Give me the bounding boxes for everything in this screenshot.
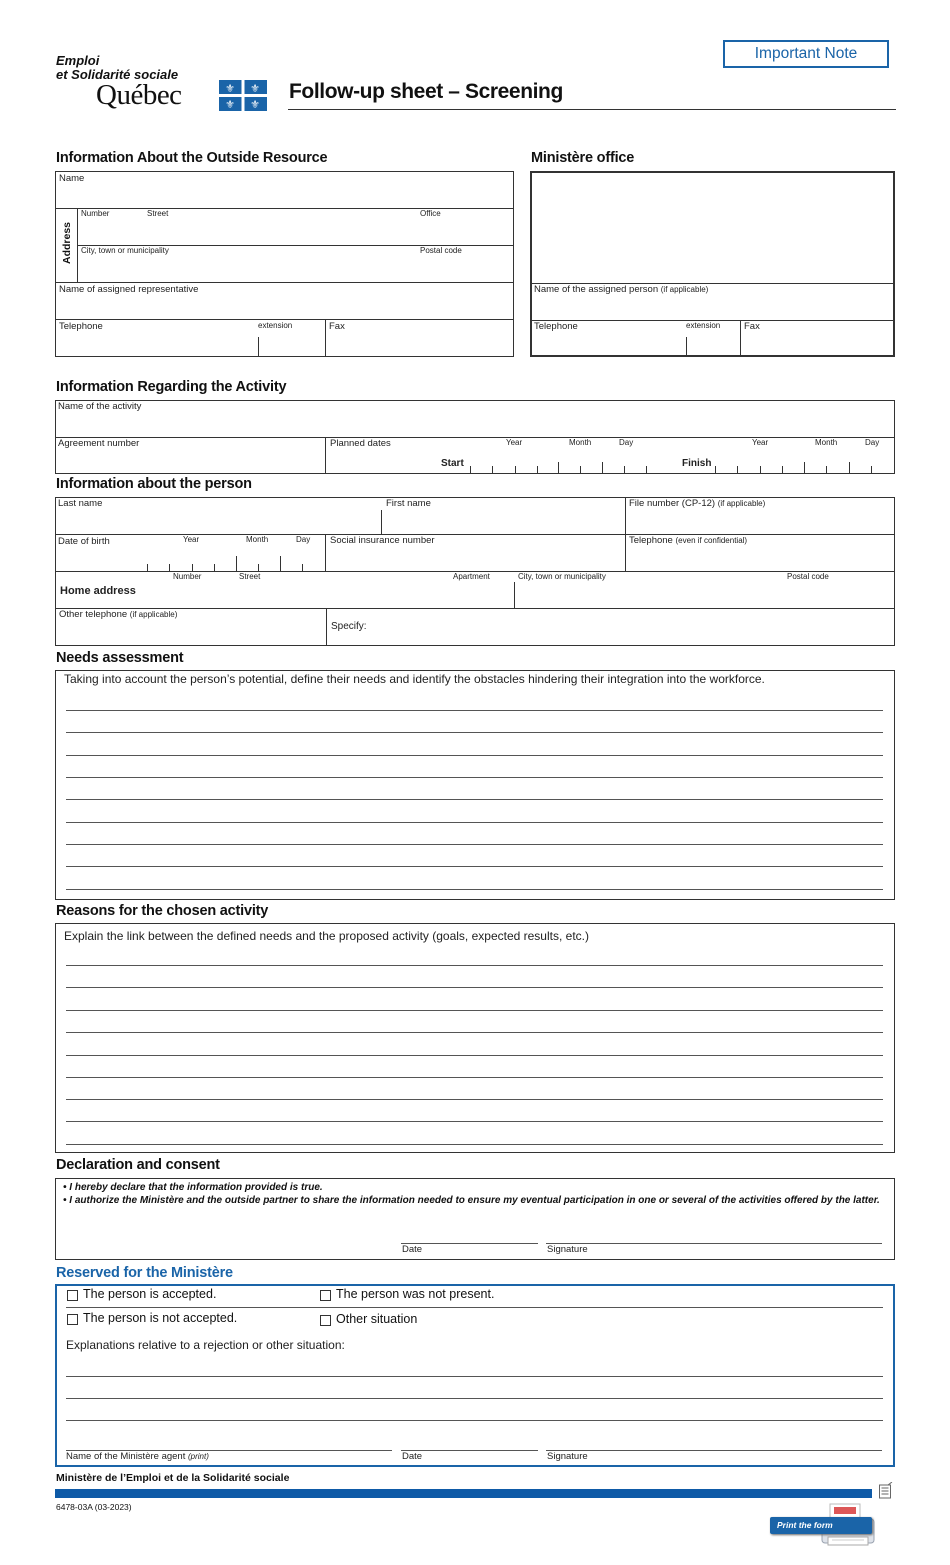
reserved-signature-line[interactable]	[546, 1450, 882, 1451]
dob-field[interactable]	[147, 552, 325, 572]
outside-number-label: Number	[81, 209, 110, 218]
outside-office-label: Office	[420, 209, 441, 218]
activity-heading: Information Regarding the Activity	[56, 379, 287, 395]
outside-telephone-label: Telephone	[59, 321, 103, 332]
declaration-date-label: Date	[402, 1244, 423, 1255]
agreement-number-label: Agreement number	[58, 438, 140, 449]
sin-label: Social insurance number	[330, 535, 435, 546]
file-number-label: File number (CP-12) (if applicable)	[629, 498, 766, 509]
declaration-line-1: • I hereby declare that the information provided is true.	[63, 1182, 323, 1193]
finish-year-label: Year	[752, 438, 769, 447]
print-form-button[interactable]	[770, 1503, 880, 1549]
other-situation-label: Other situation	[336, 1312, 418, 1326]
not-present-checkbox[interactable]	[320, 1290, 331, 1301]
first-name-label: First name	[386, 498, 431, 509]
fleur-de-lys-flag-icon	[219, 80, 267, 111]
reasons-instruction: Explain the link between the defined needs and the proposed activity (goals, expected results, etc.)	[64, 929, 589, 943]
reasons-heading: Reasons for the chosen activity	[56, 903, 269, 919]
specify-label: Specify:	[331, 621, 367, 632]
svg-text:⚜: ⚜	[225, 98, 235, 111]
dept-line-2: et Solidarité sociale	[56, 67, 179, 82]
finish-day-label: Day	[865, 438, 880, 447]
start-year-label: Year	[506, 438, 523, 447]
outside-rep-label: Name of assigned representative	[59, 284, 199, 295]
dob-label: Date of birth	[58, 536, 110, 547]
activity-name-label: Name of the activity	[58, 401, 142, 412]
planned-dates-label: Planned dates	[330, 438, 391, 449]
home-number-label: Number	[173, 572, 202, 581]
ministere-assigned-label: Name of the assigned person (if applicable)	[534, 284, 709, 295]
ministere-telephone-label: Telephone	[534, 321, 578, 332]
agent-name-label: Name of the Ministère agent (print)	[66, 1451, 209, 1462]
document-icon	[878, 1482, 894, 1500]
outside-extension-label: extension	[258, 321, 293, 330]
needs-heading: Needs assessment	[56, 650, 184, 666]
dob-year-label: Year	[183, 535, 200, 544]
form-code: 6478-03A (03-2023)	[56, 1502, 132, 1512]
svg-text:⚜: ⚜	[225, 82, 235, 95]
start-day-label: Day	[619, 438, 634, 447]
address-vertical-label: Address	[61, 221, 73, 264]
reserved-signature-label: Signature	[547, 1451, 588, 1462]
declaration-signature-line[interactable]	[546, 1243, 882, 1244]
outside-street-label: Street	[147, 209, 169, 218]
outside-city-label: City, town or municipality	[81, 246, 169, 255]
finish-date-field[interactable]	[715, 456, 895, 474]
explanation-line[interactable]	[66, 1420, 883, 1421]
start-date-field[interactable]	[470, 456, 650, 474]
title-underline	[288, 109, 896, 110]
not-accepted-label: The person is not accepted.	[83, 1311, 238, 1325]
home-postal-label: Postal code	[787, 572, 829, 581]
dob-month-label: Month	[246, 535, 269, 544]
reserved-heading: Reserved for the Ministère	[56, 1265, 233, 1281]
home-street-label: Street	[239, 572, 261, 581]
finish-month-label: Month	[815, 438, 838, 447]
svg-text:⚜: ⚜	[250, 82, 260, 95]
quebec-logo	[56, 53, 271, 117]
other-situation-checkbox[interactable]	[320, 1315, 331, 1326]
home-apartment-label: Apartment	[453, 572, 490, 581]
not-present-label: The person was not present.	[336, 1287, 495, 1301]
start-month-label: Month	[569, 438, 592, 447]
declaration-line-2: • I authorize the Ministère and the outside partner to share the information needed to ensure my eventual participation in one or several of the activities offered by the latter.	[63, 1195, 880, 1206]
person-heading: Information about the person	[56, 476, 252, 492]
ministry-footer-name: Ministère de l’Emploi et de la Solidarité sociale	[56, 1472, 290, 1484]
form-title: Follow-up sheet – Screening	[289, 80, 563, 103]
footer-bar	[55, 1489, 872, 1498]
start-label: Start	[441, 458, 464, 469]
not-accepted-checkbox[interactable]	[67, 1314, 78, 1325]
svg-text:⚜: ⚜	[250, 98, 260, 111]
accepted-checkbox[interactable]	[67, 1290, 78, 1301]
explanations-label: Explanations relative to a rejection or other situation:	[66, 1338, 345, 1352]
print-button-label: Print the form	[770, 1517, 872, 1534]
accepted-label: The person is accepted.	[83, 1287, 217, 1301]
home-address-label: Home address	[60, 585, 136, 597]
home-city-label: City, town or municipality	[518, 572, 606, 581]
ministere-fax-label: Fax	[744, 321, 760, 332]
dob-day-label: Day	[296, 535, 311, 544]
important-note-button[interactable]: Important Note	[723, 40, 889, 68]
declaration-heading: Declaration and consent	[56, 1157, 220, 1173]
ministere-office-heading: Ministère office	[531, 150, 635, 166]
last-name-label: Last name	[58, 498, 103, 509]
quebec-wordmark: Québec	[96, 79, 182, 111]
needs-instruction: Taking into account the person’s potential, define their needs and identify the obstacles hindering their integration into the workforce.	[64, 672, 765, 686]
outside-fax-label: Fax	[329, 321, 345, 332]
finish-label: Finish	[682, 458, 712, 469]
person-telephone-label: Telephone (even if confidential)	[629, 535, 748, 546]
reasons-box[interactable]	[55, 923, 895, 1153]
other-telephone-label: Other telephone (if applicable)	[59, 609, 178, 620]
outside-postal-label: Postal code	[420, 246, 462, 255]
explanation-line[interactable]	[66, 1376, 883, 1377]
explanation-line[interactable]	[66, 1398, 883, 1399]
dept-line-1: Emploi	[56, 53, 100, 68]
declaration-signature-label: Signature	[547, 1244, 588, 1255]
ministere-extension-label: extension	[686, 321, 721, 330]
outside-resource-heading: Information About the Outside Resource	[56, 150, 328, 166]
reserved-date-label: Date	[402, 1451, 423, 1462]
outside-name-label: Name	[59, 173, 85, 184]
